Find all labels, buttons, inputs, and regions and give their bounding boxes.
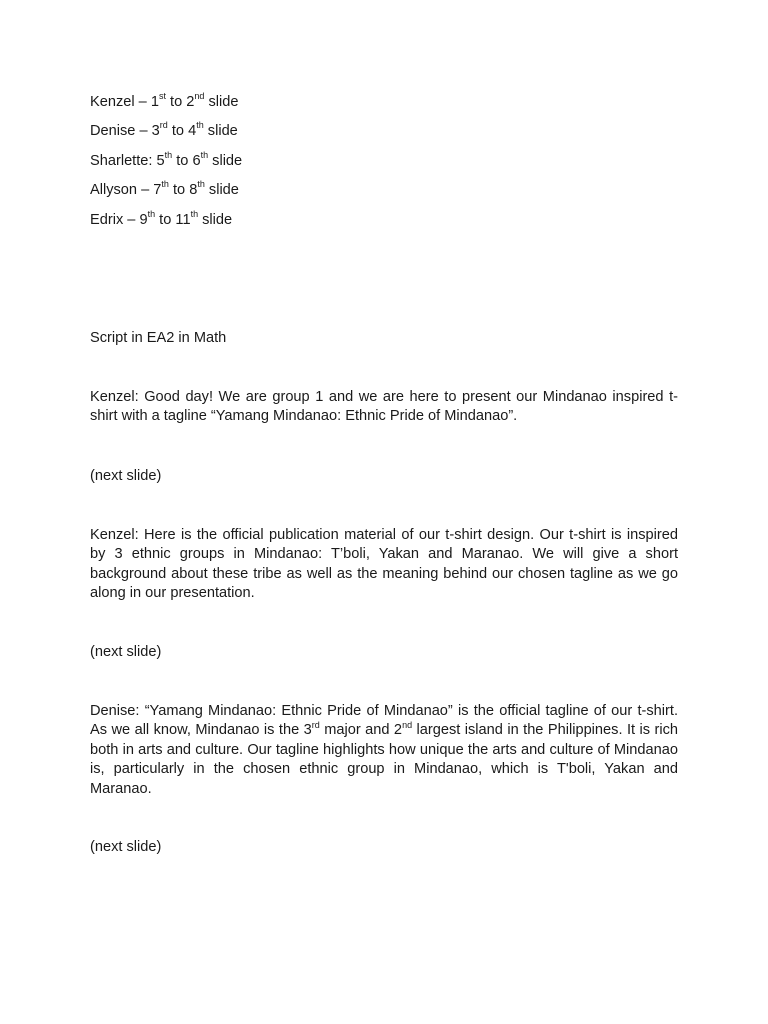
next-slide-note-2: (next slide) (90, 644, 162, 660)
script-paragraph-kenzel-intro: Kenzel: Good day! We are group 1 and we are here to present our Mindanao inspired t-shirt with a tagline “Yamang Mindanao: Ethnic Pride of Mindanao”. (90, 389, 678, 425)
script-paragraph-denise-tagline: Denise: “Yamang Mindanao: Ethnic Pride of Mindanao” is the official tagline of our t-shirt. As we all know, Mindanao is the 3rd major and 2nd largest island in the Philippines. It is rich both in arts and culture. Our tagline highlights how unique the arts and culture of Mindanao is, particularly in the chosen ethnic group in Mindanao, which is T'boli, Yakan and Maranao. (90, 703, 678, 797)
assignment-line-allyson: Allyson – 7th to 8th slide (90, 179, 239, 198)
assignment-line-sharlette: Sharlette: 5th to 6th slide (90, 150, 243, 169)
next-slide-note-1: (next slide) (90, 468, 162, 484)
script-paragraph-kenzel-design: Kenzel: Here is the official publication material of our t-shirt design. Our t-shirt is inspired by 3 ethnic groups in Mindanao: T’boli, Yakan and Maranao. We will give a short background about these tribe as well as the meaning behind our chosen tagline as we go along in our presentation. (90, 527, 678, 602)
assignment-line-kenzel: Kenzel – 1st to 2nd slide (90, 91, 239, 110)
assignment-line-denise: Denise – 3rd to 4th slide (90, 120, 238, 139)
script-title: Script in EA2 in Math (90, 330, 227, 346)
document-page (90, 0, 678, 1024)
assignment-line-edrix: Edrix – 9th to 11th slide (90, 209, 233, 228)
next-slide-note-3: (next slide) (90, 839, 162, 855)
